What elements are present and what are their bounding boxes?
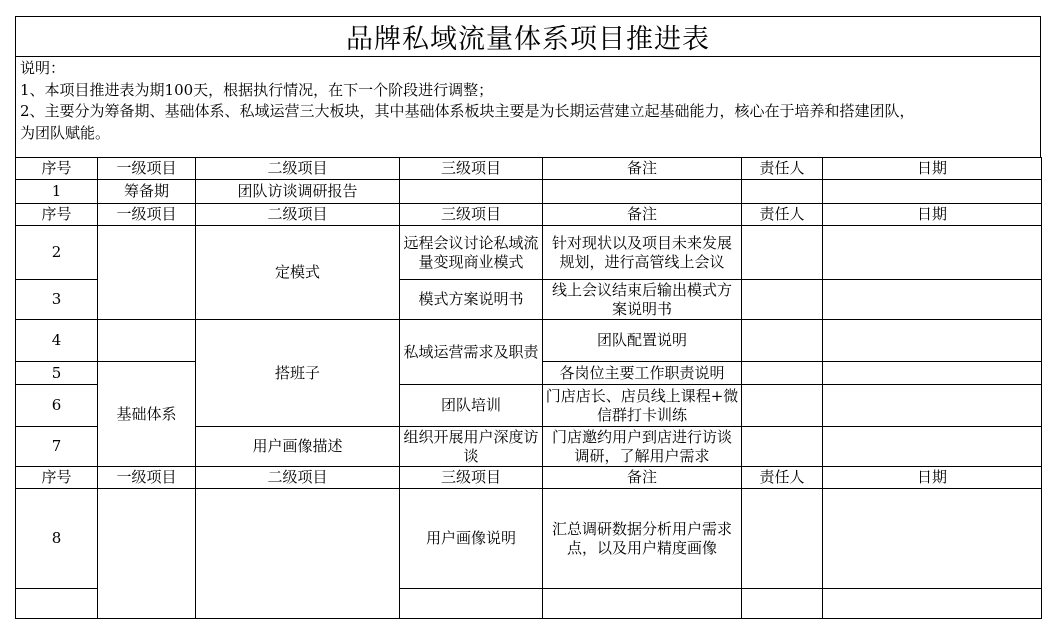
cell-remark[interactable] <box>543 589 742 619</box>
header-no: 序号 <box>16 158 98 180</box>
cell-no[interactable]: 7 <box>16 427 98 467</box>
cell-level2-dabanzi[interactable]: 搭班子 <box>196 320 400 427</box>
header-level2: 二级项目 <box>196 204 400 226</box>
cell-remark[interactable]: 团队配置说明 <box>543 320 742 362</box>
cell-remark[interactable]: 线上会议结束后输出模式方案说明书 <box>543 280 742 320</box>
notes-line-2: 2、主要分为筹备期、基础体系、私域运营三大板块，其中基础体系板块主要是为长期运营建立起基础能力，核心在于培养和搭建团队， <box>20 102 915 120</box>
cell-owner[interactable] <box>742 589 823 619</box>
cell-level3[interactable]: 模式方案说明书 <box>400 280 543 320</box>
cell-no[interactable] <box>16 589 98 619</box>
cell-remark[interactable]: 各岗位主要工作职责说明 <box>543 362 742 385</box>
header-level1: 一级项目 <box>98 204 196 226</box>
header-no: 序号 <box>16 204 98 226</box>
header-level3: 三级项目 <box>400 467 543 489</box>
cell-level3[interactable]: 用户画像说明 <box>400 489 543 589</box>
cell-no[interactable]: 5 <box>16 362 98 385</box>
header-remark: 备注 <box>543 467 742 489</box>
header-level2: 二级项目 <box>196 158 400 180</box>
project-table <box>15 157 1042 619</box>
cell-level3[interactable]: 远程会议讨论私域流量变现商业模式 <box>400 226 543 280</box>
cell-date[interactable] <box>823 320 1042 362</box>
header-date: 日期 <box>823 204 1042 226</box>
cell-level1[interactable]: 筹备期 <box>98 180 196 204</box>
cell-owner[interactable] <box>742 226 823 280</box>
cell-level1[interactable] <box>98 320 196 362</box>
cell-owner[interactable] <box>742 320 823 362</box>
cell-date[interactable] <box>823 280 1042 320</box>
cell-owner[interactable] <box>742 385 823 427</box>
cell-no[interactable]: 8 <box>16 489 98 589</box>
cell-level3[interactable]: 团队培训 <box>400 385 543 427</box>
cell-no[interactable]: 1 <box>16 180 98 204</box>
header-owner: 责任人 <box>742 158 823 180</box>
header-remark: 备注 <box>543 158 742 180</box>
cell-date[interactable] <box>823 385 1042 427</box>
cell-level3-zhize[interactable]: 私域运营需求及职责 <box>400 320 543 385</box>
cell-owner[interactable] <box>742 180 823 204</box>
cell-remark[interactable] <box>543 180 742 204</box>
header-owner: 责任人 <box>742 467 823 489</box>
cell-owner[interactable] <box>742 280 823 320</box>
cell-level1[interactable] <box>98 226 196 320</box>
cell-remark[interactable]: 门店店长、店员线上课程+微信群打卡训练 <box>543 385 742 427</box>
header-date: 日期 <box>823 467 1042 489</box>
cell-level2-dingmoshi[interactable]: 定模式 <box>196 226 400 320</box>
cell-date[interactable] <box>823 427 1042 467</box>
cell-level2[interactable] <box>196 489 400 619</box>
cell-owner[interactable] <box>742 489 823 589</box>
sheet-title: 品牌私域流量体系项目推进表 <box>15 16 1041 57</box>
cell-no[interactable]: 2 <box>16 226 98 280</box>
header-level1: 一级项目 <box>98 467 196 489</box>
cell-date[interactable] <box>823 226 1042 280</box>
header-level2: 二级项目 <box>196 467 400 489</box>
cell-level2[interactable]: 团队访谈调研报告 <box>196 180 400 204</box>
cell-no[interactable]: 3 <box>16 280 98 320</box>
cell-level3[interactable]: 组织开展用户深度访谈 <box>400 427 543 467</box>
notes-heading: 说明： <box>20 59 66 77</box>
cell-level1[interactable] <box>98 489 196 619</box>
header-row <box>16 204 1042 226</box>
cell-date[interactable] <box>823 362 1042 385</box>
cell-no[interactable]: 4 <box>16 320 98 362</box>
table-row <box>16 226 1042 280</box>
cell-owner[interactable] <box>742 427 823 467</box>
cell-remark[interactable]: 门店邀约用户到店进行访谈调研，了解用户需求 <box>543 427 742 467</box>
header-level3: 三级项目 <box>400 204 543 226</box>
cell-date[interactable] <box>823 589 1042 619</box>
header-no: 序号 <box>16 467 98 489</box>
cell-date[interactable] <box>823 180 1042 204</box>
cell-level3[interactable] <box>400 180 543 204</box>
cell-no[interactable]: 6 <box>16 385 98 427</box>
table-row <box>16 180 1042 204</box>
header-row <box>16 158 1042 180</box>
header-date: 日期 <box>823 158 1042 180</box>
table-row <box>16 320 1042 362</box>
header-remark: 备注 <box>543 204 742 226</box>
cell-owner[interactable] <box>742 362 823 385</box>
header-row <box>16 467 1042 489</box>
notes-block <box>15 56 1041 157</box>
notes-line-1: 1、本项目推进表为期100天，根据执行情况，在下一个阶段进行调整； <box>20 80 494 99</box>
cell-level3[interactable] <box>400 589 543 619</box>
cell-date[interactable] <box>823 489 1042 589</box>
cell-level1-jichutixi[interactable]: 基础体系 <box>98 362 196 467</box>
cell-level2[interactable]: 用户画像描述 <box>196 427 400 467</box>
header-owner: 责任人 <box>742 204 823 226</box>
header-level1: 一级项目 <box>98 158 196 180</box>
cell-remark[interactable]: 针对现状以及项目未来发展规划，进行高管线上会议 <box>543 226 742 280</box>
notes-line-3: 为团队赋能。 <box>20 123 111 142</box>
cell-remark[interactable]: 汇总调研数据分析用户需求点，以及用户精度画像 <box>543 489 742 589</box>
table-row <box>16 489 1042 589</box>
header-level3: 三级项目 <box>400 158 543 180</box>
